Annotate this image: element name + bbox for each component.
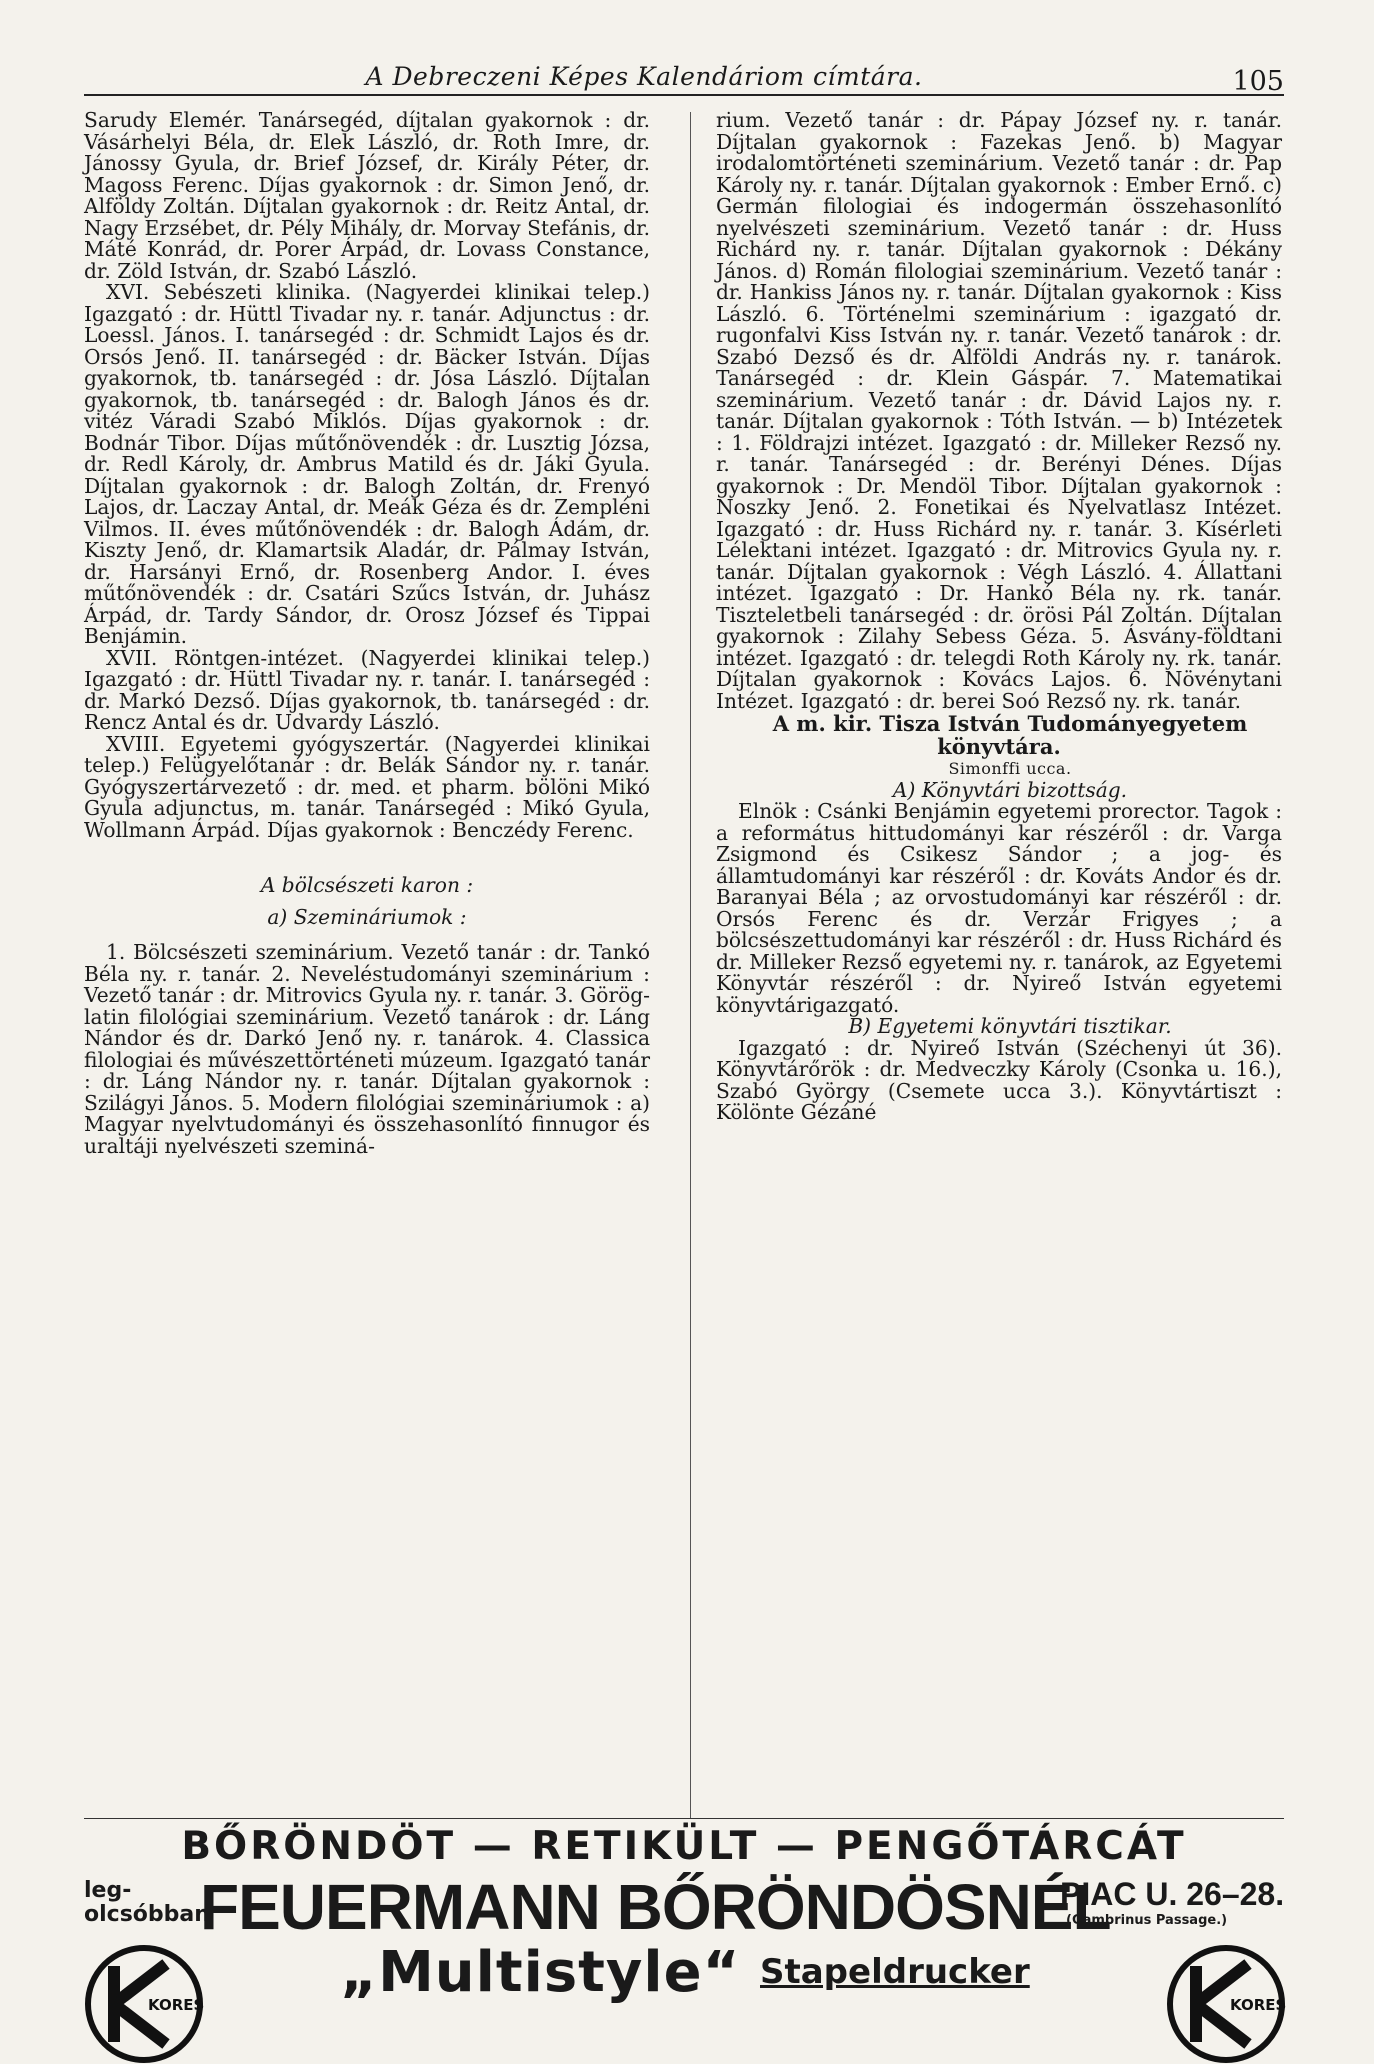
committee-heading: A) Könyvtári bizottság. (892, 777, 1128, 802)
ad-model: Stapeldrucker (760, 1952, 1030, 1992)
faculty-heading: A bölcsészeti karon : (260, 873, 474, 897)
paragraph: XVIII. Egyetemi gyógyszertár. (Nagyerdei klinikai telep.) Felügyelőtanár : dr. Belák Sándor ny. r. tanár. Gyógyszertárvezető : dr. med. et pharm. bölöni Mikó Gyula adjunctus, m. tanár. Tanársegéd : Mikó Gyula, Wollmann Árpád. Díjas gyakornok : Benczédy Ferenc. (84, 731, 650, 842)
paragraph: Elnök : Csánki Benjámin egyetemi prorector. Tagok : a református hittudományi kar részéről : dr. Varga Zsigmond és Csikesz Sándor ; a jog- és államtudományi kar részéről : dr. Kováts Andor és dr. Baranyai Béla ; az orvostudományi kar részéről : dr. Orsós Ferenc és dr. Verzár Frigyes ; a bölcsészettudományi kar részéről : dr. Huss Richárd és dr. Milleker Rezső egyetemi ny. r. tanárok, az Egyetemi Könyvtár részéről : dr. Nyireő István egyetemi könyvtárigazgató. (716, 799, 1282, 1017)
staff-heading: B) Egyetemi könyvtári tisztikar. (848, 1014, 1172, 1038)
library-title: A m. kir. Tisza István Tudományegyetem könyvtára. (772, 711, 1248, 759)
right-column (716, 110, 1282, 1818)
header-rule (84, 94, 1284, 96)
kores-logo-right (1166, 1944, 1286, 2064)
kores-logo-left (84, 1944, 204, 2064)
left-column (84, 110, 650, 1157)
paragraph: Igazgató : dr. Nyireő István (Széchenyi út 36). Könyvtárőrök : dr. Medveczky Károly (Csonka u. 16.), Szabó György (Csemete ucca 3.). Könyvtártiszt : Kölönte Gézáné (716, 1035, 1282, 1124)
ad-cheapest (84, 1878, 210, 1927)
paragraph: Sarudy Elemér. Tanársegéd, díjtalan gyakornok : dr. Vásárhelyi Béla, dr. Elek László, dr. Roth Imre, dr. Jánossy Gyula, dr. Brief József, dr. Király Péter, dr. Magoss Ferenc. Díjas gyakornok : dr. Simon Jenő, dr. Alföldy Zoltán. Díjtalan gyakornok : dr. Reitz Antal, dr. Nagy Erzsébet, dr. Pély Mihály, dr. Morvay Stefánis, dr. Máté Konrád, dr. Porer Árpád, dr. Lovass Constance, dr. Zöld István, dr. Szabó László. (84, 108, 650, 283)
paragraph: rium. Vezető tanár : dr. Pápay József ny. r. tanár. Díjtalan gyakornok : Fazekas Jenő. b) Magyar irodalomtörténeti szeminárium. Vezető tanár : dr. Pap Károly ny. r. tanár. Díjtalan gyakornok : Ember Ernő. c) Germán filologiai és indogermán összehasonlító nyelvészeti szeminárium. Vezető tanár : dr. Huss Richárd ny. r. tanár. Díjtalan gyakornok : Dékány János. d) Román filologiai szeminárium. Vezető tanár : dr. Hankiss János ny. r. tanár. Díjtalan gyakornok : Kiss László. 6. Történelmi szeminárium : igazgató dr. rugonfalvi Kiss István ny. r. tanár. Vezető tanárok : dr. Szabó Dezső és dr. Alföldi András ny. r. tanárok. Tanársegéd : dr. Klein Gáspár. 7. Matematikai szeminárium. Vezető tanár : dr. Dávid Lajos ny. r. tanár. Díjtalan gyakornok : Tóth István. — b) Intézetek : 1. Földrajzi intézet. Igazgató : dr. Milleker Rezső ny. r. tanár. Tanársegéd : dr. Berényi Dénes. Díjas gyakornok : Dr. Mendöl Tibor. Díjtalan gyakornok : Noszky Jenő. 2. Fonetikai és Nyelvatlasz Intézet. Igazgató : dr. Huss Richárd ny. r. tanár. 3. Kísérleti Lélektani intézet. Igazgató : dr. Mitrovics Gyula ny. r. tanár. Díjtalan gyakornok : Végh László. 4. Állattani intézet. Igazgató : Dr. Hankó Béla ny. rk. tanár. Tiszteletbeli tanársegéd : dr. örösi Pál Zoltán. Díjtalan gyakornok : Zilahy Sebess Géza. 5. Ásvány-földtani intézet. Igazgató : dr. telegdi Roth Károly ny. rk. tanár. Díjtalan gyakornok : Kovács Lajos. 6. Növénytani Intézet. Igazgató : dr. berei Soó Rezső ny. rk. tanár. (716, 108, 1282, 713)
kores-logo-text: KORES (1230, 1996, 1286, 2014)
ad-headline: BŐRÖNDÖT — RETIKÜLT — PENGŐTÁRCÁT (181, 1824, 1187, 1869)
ad-passage: (Gambrinus Passage.) (1066, 1913, 1228, 1928)
library-street: Simonffi ucca. (948, 759, 1072, 778)
seminars-heading: a) Szemináriumok : (267, 904, 467, 929)
page-number: 105 (1232, 66, 1284, 97)
paragraph: XVI. Sebészeti klinika. (Nagyerdei klinikai telep.) Igazgató : dr. Hüttl Tivadar ny. r. tanár. Adjunctus : dr. Loessl. János. I. tanársegéd : dr. Schmidt Lajos és dr. Orsós Jenő. II. tanársegéd : dr. Bäcker István. Díjas gyakornok, tb. tanársegéd : dr. Jósa László. Díjtalan gyakornok, tb. tanársegéd : dr. Balogh János és dr. vitéz Váradi Szabó Miklós. Díjas gyakornok : dr. Bodnár Tibor. Díjas műtőnövendék : dr. Lusztig Józsa, dr. Redl Károly, dr. Ambrus Matild és dr. Jáki Gyula. Díjtalan gyakornok : dr. Balogh Zoltán, dr. Frenyó Lajos, dr. Laczay Antal, dr. Meák Géza és dr. Zempléni Vilmos. II. éves műtőnövendék : dr. Balogh Ádám, dr. Kiszty Jenő, dr. Klamartsik Aladár, dr. Pálmay István, dr. Harsányi Ernő, dr. Rosenberg Andor. I. éves műtőnövendék : dr. Csatári Szűcs István, dr. Juhász Árpád, dr. Tardy Sándor, dr. Orosz József és Tippai Benjámin. (84, 280, 650, 648)
paragraph: XVII. Röntgen-intézet. (Nagyerdei klinikai telep.) Igazgató : dr. Hüttl Tivadar ny. r. tanár. I. tanársegéd : dr. Markó Dezső. Díjas gyakornok, tb. tanársegéd : dr. Rencz Antal és dr. Udvardy László. (84, 645, 650, 734)
column-divider (690, 112, 691, 1818)
ad-cheapest-2: olcsóbban (84, 1902, 210, 1927)
running-title: A Debreczeni Képes Kalendáriom címtára. (365, 62, 923, 91)
ad-shop-name: FEUERMANN BŐRÖNDÖSNÉL (200, 1871, 1111, 1943)
kores-logo-text: KORES (148, 1996, 204, 2014)
running-header (84, 58, 1284, 98)
ad-cheapest-1: leg- (84, 1878, 132, 1903)
ad-address: PIAC U. 26–28. (1060, 1876, 1285, 1912)
bottom-rule (84, 1818, 1284, 1819)
paragraph: 1. Bölcsészeti szeminárium. Vezető tanár : dr. Tankó Béla ny. r. tanár. 2. Neveléstudományi szeminárium : Vezető tanár : dr. Mitrovics Gyula ny. r. tanár. 3. Görög-latin filológiai szeminárium. Vezető tanárok : dr. Láng Nándor és dr. Darkó Jenő ny. r. tanárok. 4. Classica filologiai és művészettörténeti múzeum. Igazgató tanár : dr. Láng Nándor ny. r. tanár. Díjtalan gyakornok : Szilágyi János. 5. Modern filológiai szemináriumok : a) Magyar nyelvtudományi és összehasonlító finnugor és uraltáji nyelvészeti szeminá- (84, 940, 650, 1158)
ad-brand: „Multistyle“ (340, 1940, 741, 2005)
